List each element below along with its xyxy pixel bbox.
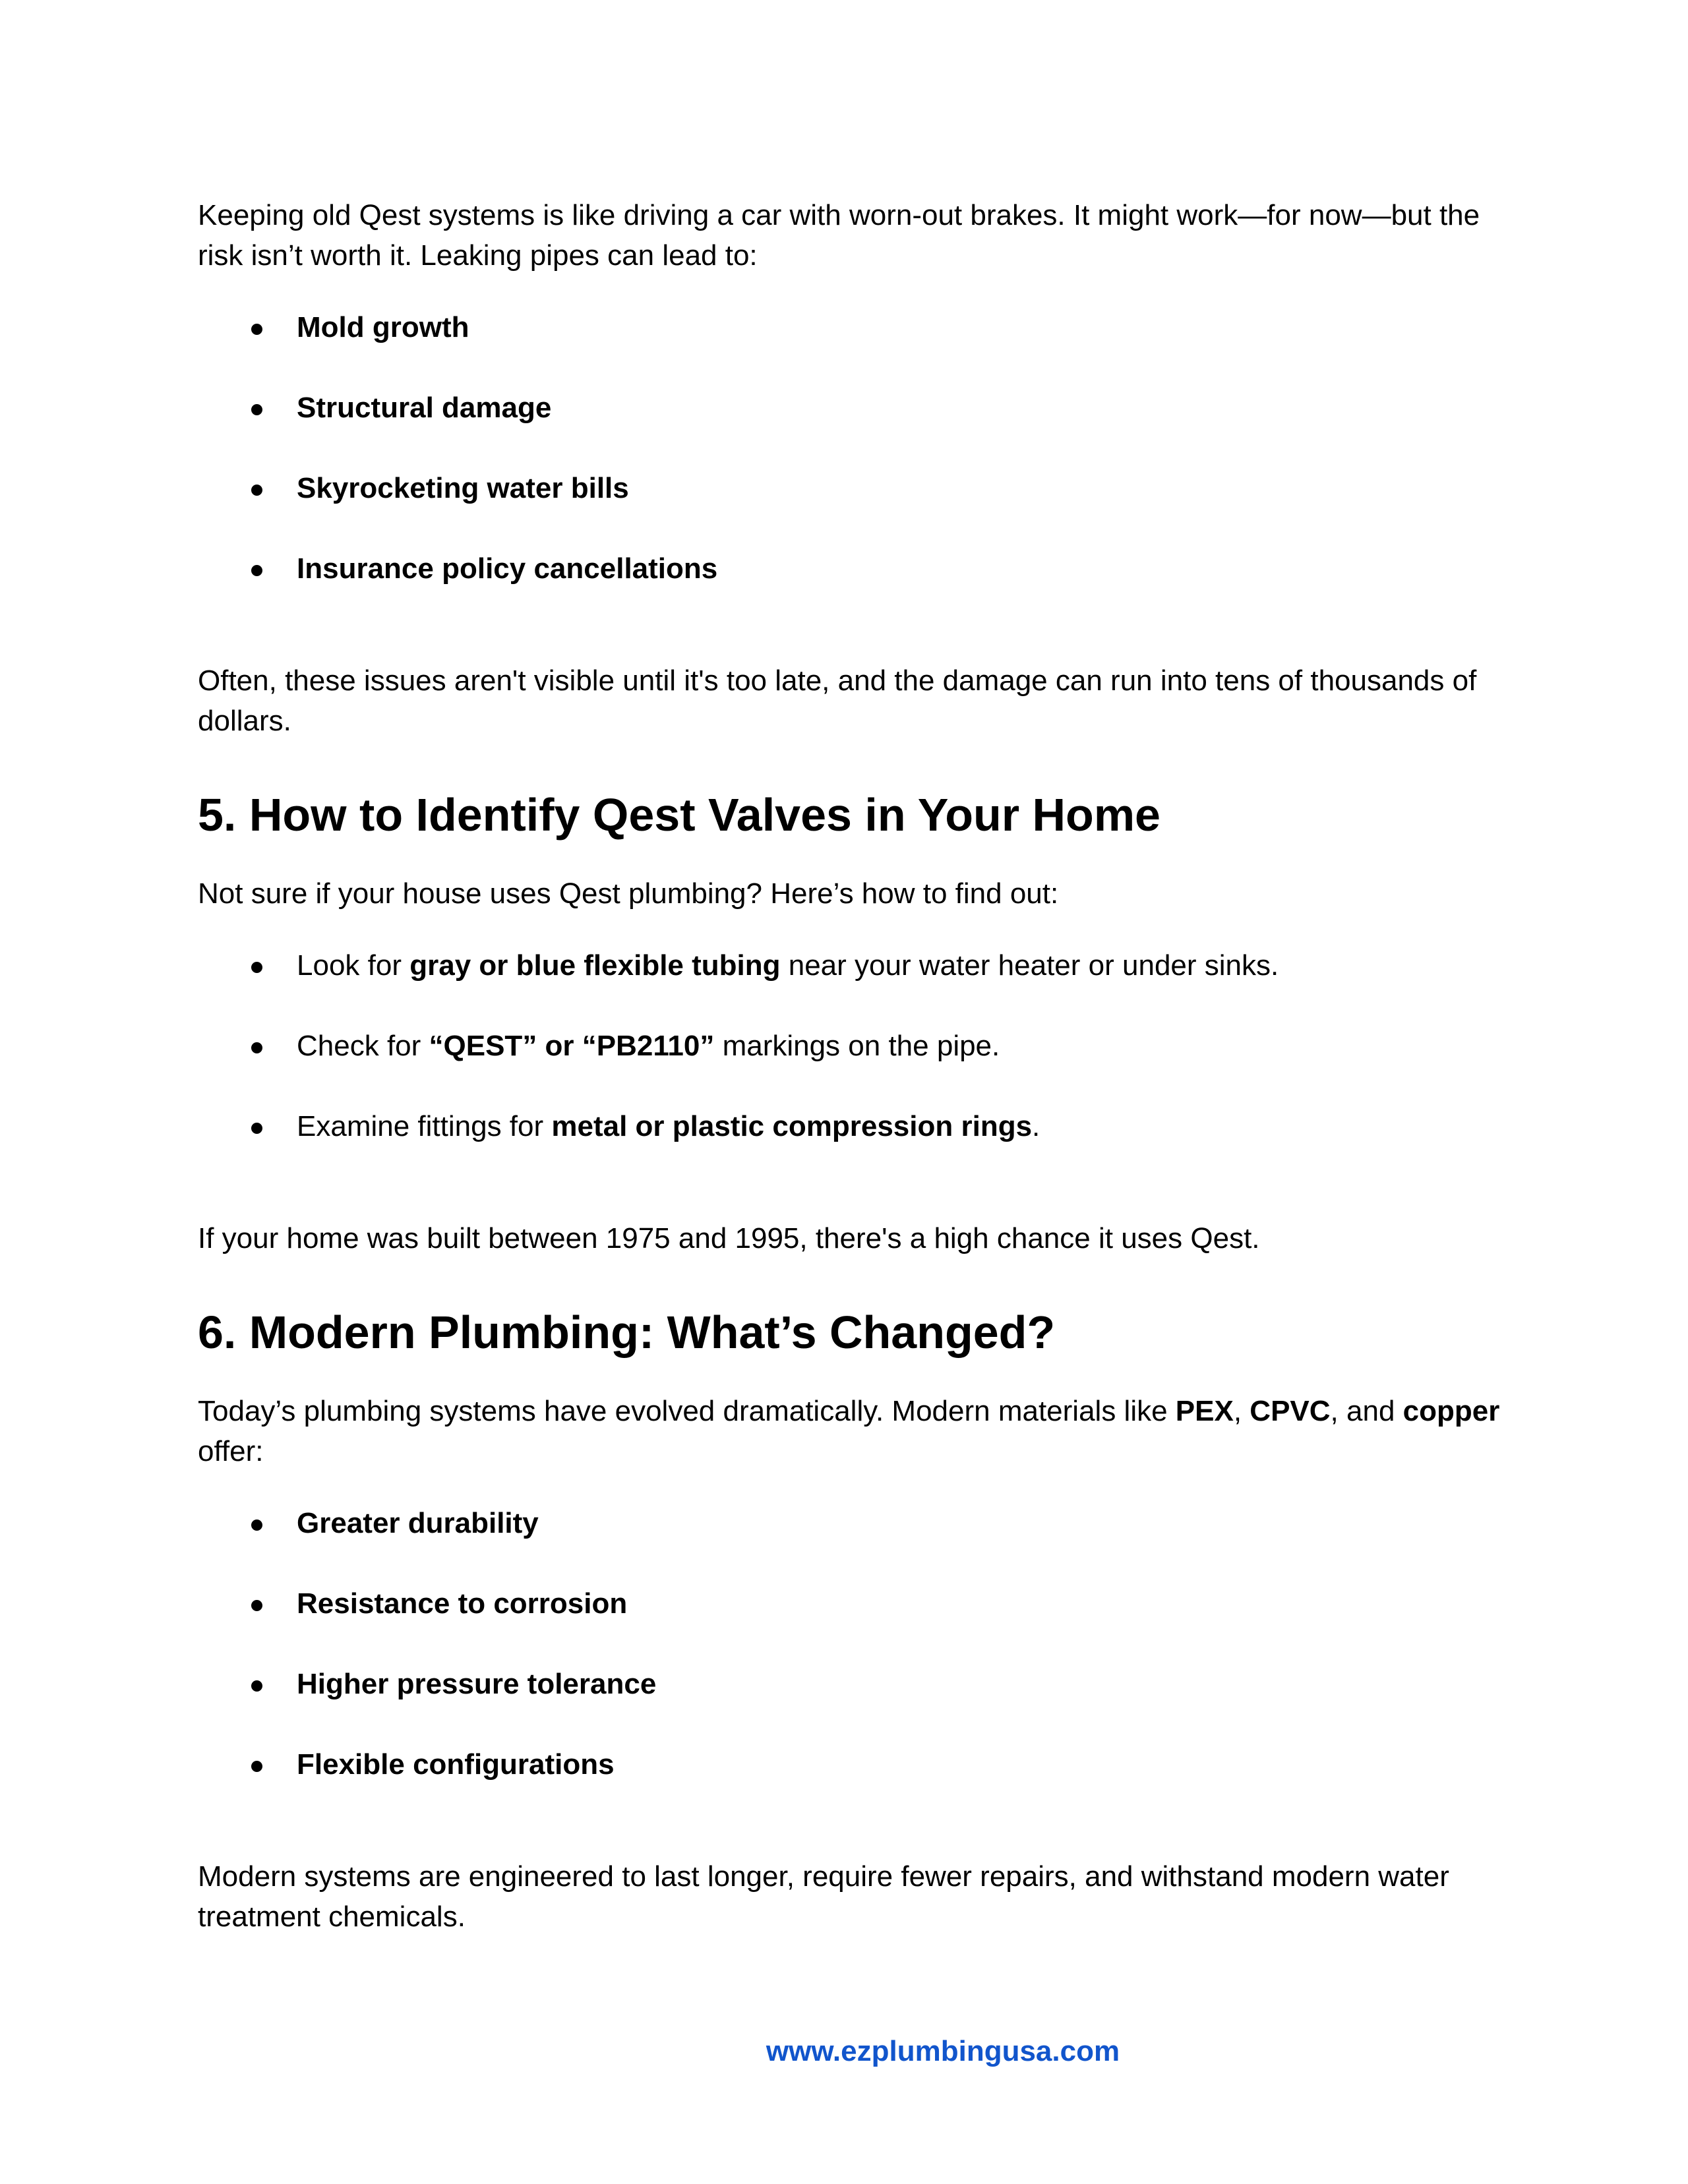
footer-website-link[interactable]: www.ezplumbingusa.com bbox=[766, 2035, 1120, 2067]
list-item: Insurance policy cancellations bbox=[198, 548, 1503, 589]
list-item: Greater durability bbox=[198, 1503, 1503, 1543]
section-6-heading: 6. Modern Plumbing: What’s Changed? bbox=[198, 1307, 1056, 1358]
intro-paragraph: Keeping old Qest systems is like driving a car with worn-out brakes. It might work—for now—but the risk isn’t worth it. Leaking pipes can lead to: bbox=[198, 199, 1480, 272]
list-item: Resistance to corrosion bbox=[198, 1583, 1503, 1624]
list-item: Flexible configurations bbox=[198, 1744, 1503, 1785]
list-item: Look for gray or blue flexible tubing near your water heater or under sinks. bbox=[198, 945, 1503, 986]
risks-list bbox=[198, 307, 1503, 589]
list-item: Examine fittings for metal or plastic compression rings. bbox=[198, 1106, 1503, 1146]
section-6-intro: Today’s plumbing systems have evolved dramatically. Modern materials like PEX, CPVC, and copper offer: bbox=[198, 1395, 1500, 1467]
benefits-list bbox=[198, 1503, 1503, 1785]
section-5-heading: 5. How to Identify Qest Valves in Your Home bbox=[198, 789, 1160, 841]
list-item: Higher pressure tolerance bbox=[198, 1664, 1503, 1704]
often-paragraph: Often, these issues aren't visible until it's too late, and the damage can run into tens of thousands of dollars. bbox=[198, 664, 1477, 737]
list-item: Structural damage bbox=[198, 388, 1503, 428]
section-5-intro: Not sure if your house uses Qest plumbing? Here’s how to find out: bbox=[198, 877, 1059, 910]
document-page bbox=[198, 195, 1503, 1937]
section-6-closing: Modern systems are engineered to last longer, require fewer repairs, and withstand modern water treatment chemicals. bbox=[198, 1860, 1449, 1933]
section-5-closing: If your home was built between 1975 and 1995, there's a high chance it uses Qest. bbox=[198, 1222, 1260, 1254]
list-item: Check for “QEST” or “PB2110” markings on the pipe. bbox=[198, 1026, 1503, 1066]
list-item: Skyrocketing water bills bbox=[198, 468, 1503, 508]
list-item: Mold growth bbox=[198, 307, 1503, 347]
identify-list bbox=[198, 945, 1503, 1146]
